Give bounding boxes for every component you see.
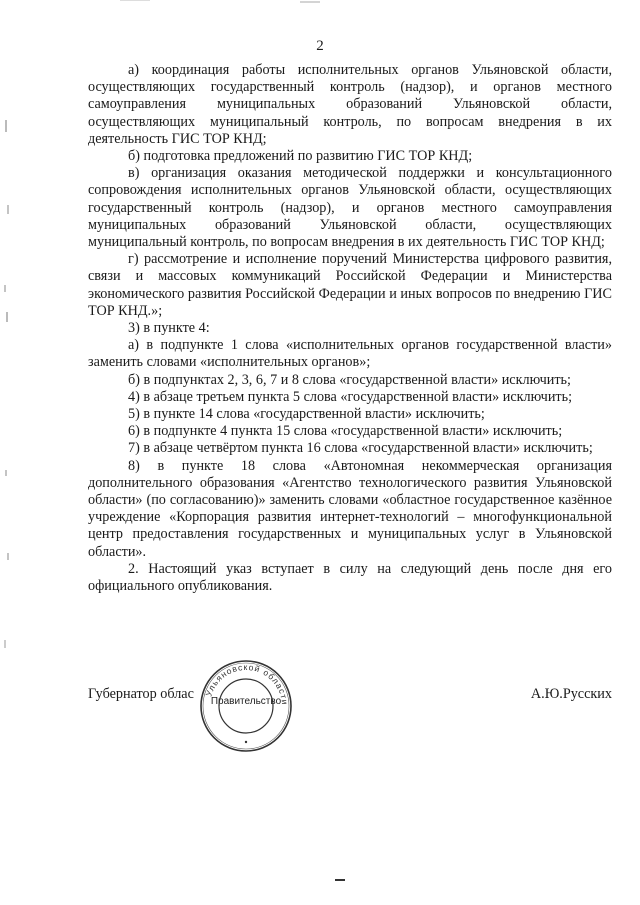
- paragraph: а) в подпункте 1 слова «исполнительных органов государственной власти» заменить словами «исполнительных органов»;: [88, 337, 612, 371]
- paragraph: 6) в подпункте 4 пункта 15 слова «государственной власти» исключить;: [128, 423, 563, 440]
- document-body: [88, 62, 612, 595]
- footer-mark: [335, 879, 345, 881]
- seal-center-text: Правительство: [210, 696, 282, 707]
- page-number: 2: [316, 38, 324, 54]
- paragraph: 5) в пункте 14 слова «государственной власти» исключить;: [128, 406, 485, 423]
- seal-ring-text: Ульяновской области: [203, 661, 291, 706]
- paragraph: б) подготовка предложений по развитию ГИС ТОР КНД;: [128, 148, 473, 165]
- official-seal: [198, 658, 294, 754]
- signature-block: [88, 686, 612, 710]
- paragraph: в) организация оказания методической поддержки и консультационного сопровождения исполнительных органов Ульяновской области, осуществляющих государственный контроль (надзор), и органов местного самоуправления муниципальных образований Ульяновской области, осуществляющих муниципальный контроль, по вопросам внедрения в их деятельность ГИС ТОР КНД;: [88, 165, 612, 251]
- paragraph: 3) в пункте 4:: [128, 320, 210, 337]
- paragraph: г) рассмотрение и исполнение поручений Министерства цифрового развития, связи и массовых коммуникаций Российской Федерации и Министерства экономического развития Российской Федерации и иных вопросов по внедрению ГИС ТОР КНД.»;: [88, 251, 612, 319]
- signatory-name: А.Ю.Русских: [530, 686, 612, 702]
- paragraph: 8) в пункте 18 слова «Автономная некоммерческая организация дополнительного образования «Агентство технологического развития Ульяновской области» (по согласованию)» заменить словами «областное государственное казённое учреждение «Корпорация развития интернет-технологий – многофункциональной центр предоставления государственных и муниципальных услуг в Ульяновской области».: [88, 457, 612, 560]
- signatory-position: Губернатор облас: [88, 686, 194, 702]
- paragraph: 4) в абзаце третьем пункта 5 слова «государственной власти» исключить;: [128, 388, 573, 405]
- paragraph: а) координация работы исполнительных органов Ульяновской области, осуществляющих государственный контроль (надзор), и органов местного самоуправления муниципальных образований Ульяновской области, осуществляющих муниципальный контроль, по вопросам внедрения в их деятельность ГИС ТОР КНД;: [88, 62, 612, 147]
- paragraph: б) в подпунктах 2, 3, 6, 7 и 8 слова «государственной власти» исключить;: [128, 371, 571, 388]
- paragraph: 7) в абзаце четвёртом пункта 16 слова «государственной власти» исключить;: [128, 440, 593, 457]
- paragraph: 2. Настоящий указ вступает в силу на следующий день после дня его официального опубликования.: [88, 560, 612, 595]
